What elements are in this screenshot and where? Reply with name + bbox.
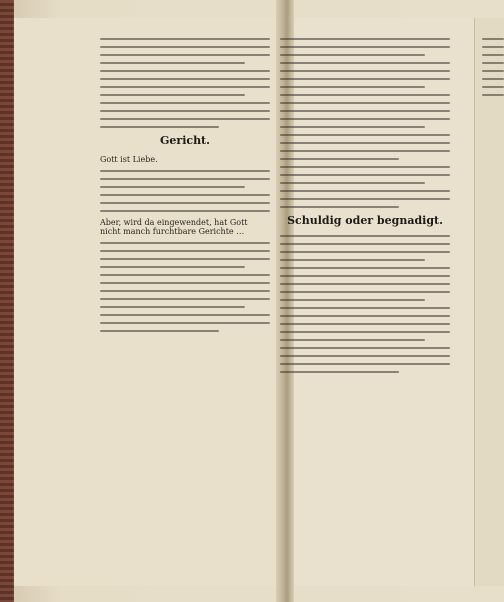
text-line <box>100 242 270 244</box>
text-line <box>280 118 450 120</box>
text-line <box>100 202 270 204</box>
text-line <box>100 102 270 104</box>
text-line <box>482 70 504 72</box>
text-line <box>100 118 270 120</box>
text-line <box>280 166 450 168</box>
text-line <box>100 266 245 268</box>
text-line <box>100 258 270 260</box>
next-page-edge <box>474 18 504 586</box>
right-column <box>280 38 450 379</box>
text-line <box>100 46 270 48</box>
text-line <box>482 86 504 88</box>
text-line <box>280 86 425 88</box>
text-line <box>280 110 450 112</box>
left-snippet: Aber, wird da eingewendet, hat Gott nicht manch furchtbare Gerichte … <box>100 218 248 236</box>
text-line <box>100 330 219 332</box>
text-line <box>100 54 270 56</box>
text-line <box>280 267 450 269</box>
text-line <box>280 259 425 261</box>
text-line <box>100 126 219 128</box>
text-line <box>280 339 425 341</box>
text-line <box>100 194 270 196</box>
text-line <box>482 78 504 80</box>
text-line <box>482 46 504 48</box>
text-line <box>280 190 450 192</box>
text-line <box>280 198 450 200</box>
text-line <box>280 291 450 293</box>
text-line <box>280 70 450 72</box>
left-column <box>100 38 270 338</box>
text-line <box>100 322 270 324</box>
book-edge <box>0 0 14 602</box>
text-line <box>280 299 425 301</box>
text-line <box>280 363 450 365</box>
text-line <box>100 282 270 284</box>
text-line <box>280 251 450 253</box>
section-heading: Schuldig oder begnadigt. <box>287 214 443 227</box>
text-line <box>482 94 504 96</box>
text-line <box>100 274 270 276</box>
text-line <box>482 62 504 64</box>
text-line <box>280 38 450 40</box>
text-line <box>280 243 450 245</box>
text-line <box>280 235 450 237</box>
next-page-column <box>482 38 504 102</box>
text-line <box>100 110 270 112</box>
text-line <box>100 290 270 292</box>
text-line <box>100 94 245 96</box>
text-line <box>100 86 270 88</box>
text-line <box>280 78 450 80</box>
left-snippet: Gott ist Liebe. <box>100 155 158 164</box>
text-line <box>100 178 270 180</box>
text-line <box>100 250 270 252</box>
text-line <box>280 134 450 136</box>
text-line <box>280 62 450 64</box>
text-line <box>100 298 270 300</box>
text-line <box>280 94 450 96</box>
text-line <box>280 54 425 56</box>
text-line <box>280 307 450 309</box>
text-line <box>280 206 399 208</box>
text-line <box>280 102 450 104</box>
text-line <box>280 275 450 277</box>
text-line <box>280 142 450 144</box>
text-line <box>280 323 450 325</box>
text-line <box>100 314 270 316</box>
text-line <box>100 62 245 64</box>
text-line <box>100 210 270 212</box>
text-line <box>100 186 245 188</box>
text-line <box>280 126 425 128</box>
text-line <box>482 54 504 56</box>
text-line <box>100 70 270 72</box>
text-line <box>280 174 450 176</box>
text-line <box>280 371 399 373</box>
text-line <box>280 158 399 160</box>
text-line <box>280 355 450 357</box>
section-heading: Gericht. <box>160 134 210 147</box>
text-line <box>280 46 450 48</box>
text-line <box>280 182 425 184</box>
text-line <box>280 331 450 333</box>
text-line <box>482 38 504 40</box>
text-line <box>100 38 270 40</box>
text-line <box>280 283 450 285</box>
text-line <box>100 306 245 308</box>
text-line <box>280 347 450 349</box>
text-line <box>280 150 450 152</box>
text-line <box>100 170 270 172</box>
text-line <box>280 315 450 317</box>
text-line <box>100 78 270 80</box>
